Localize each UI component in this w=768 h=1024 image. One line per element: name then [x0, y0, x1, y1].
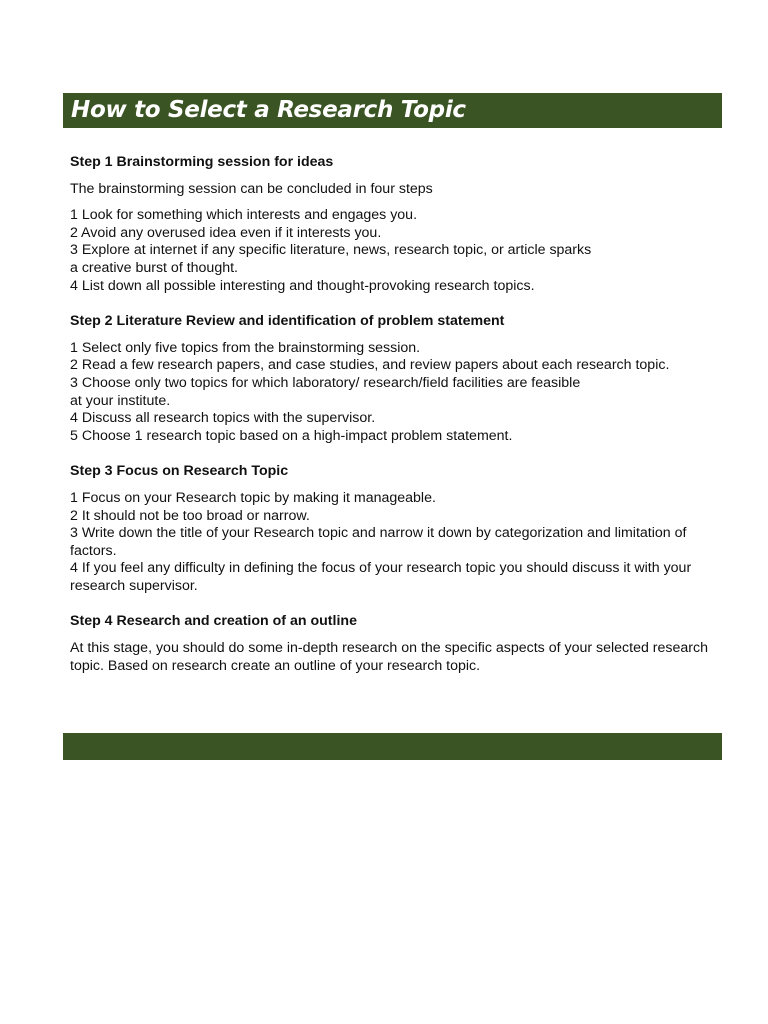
list-item: 1 Focus on your Research topic by making it manageable.: [70, 489, 436, 506]
list-item: 4 If you feel any difficulty in defining the focus of your research topic you should discuss it with your research supervisor.: [70, 560, 692, 594]
footer-banner: [63, 733, 722, 760]
title-banner: [63, 93, 722, 128]
list-item: 5 Choose 1 research topic based on a high-impact problem statement.: [70, 427, 513, 444]
list-item: 1 Look for something which interests and engages you.: [70, 207, 418, 224]
step-4-text: At this stage, you should do some in-depth research on the specific aspects of your selected research topic. Based on research create an outline of your research topic.: [70, 640, 709, 674]
list-item: 2 Avoid any overused idea even if it interests you.: [70, 224, 382, 241]
step-4-heading: Step 4 Research and creation of an outline: [70, 613, 357, 630]
step-2-section: [70, 313, 718, 445]
list-item: 2 It should not be too broad or narrow.: [70, 507, 310, 524]
page-title: How to Select a Research Topic: [71, 97, 466, 123]
step-1-intro: The brainstorming session can be concluded in four steps: [70, 180, 433, 197]
step-2-heading: Step 2 Literature Review and identification of problem statement: [70, 313, 505, 330]
step-1-section: [70, 154, 718, 295]
list-item: 3 Write down the title of your Research topic and narrow it down by categorization and limitation of factors.: [70, 525, 687, 559]
step-3-section: [70, 463, 718, 595]
list-item: 4 Discuss all research topics with the supervisor.: [70, 410, 376, 427]
step-3-list: [70, 490, 718, 596]
step-1-list: [70, 207, 718, 295]
step-2-list: [70, 340, 718, 446]
list-item: 3 Explore at internet if any specific literature, news, research topic, or article sparks a creative burst of thought.: [70, 242, 592, 276]
list-item: 2 Read a few research papers, and case studies, and review papers about each research topic.: [70, 357, 670, 374]
list-item: 4 List down all possible interesting and thought-provoking research topics.: [70, 277, 535, 294]
document-body: [70, 154, 718, 693]
step-1-heading: Step 1 Brainstorming session for ideas: [70, 154, 334, 170]
list-item: 3 Choose only two topics for which laboratory/ research/field facilities are feasible at your institute.: [70, 374, 581, 409]
step-3-heading: Step 3 Focus on Research Topic: [70, 463, 289, 480]
list-item: 1 Select only five topics from the brainstorming session.: [70, 339, 421, 356]
step-4-section: [70, 613, 718, 675]
